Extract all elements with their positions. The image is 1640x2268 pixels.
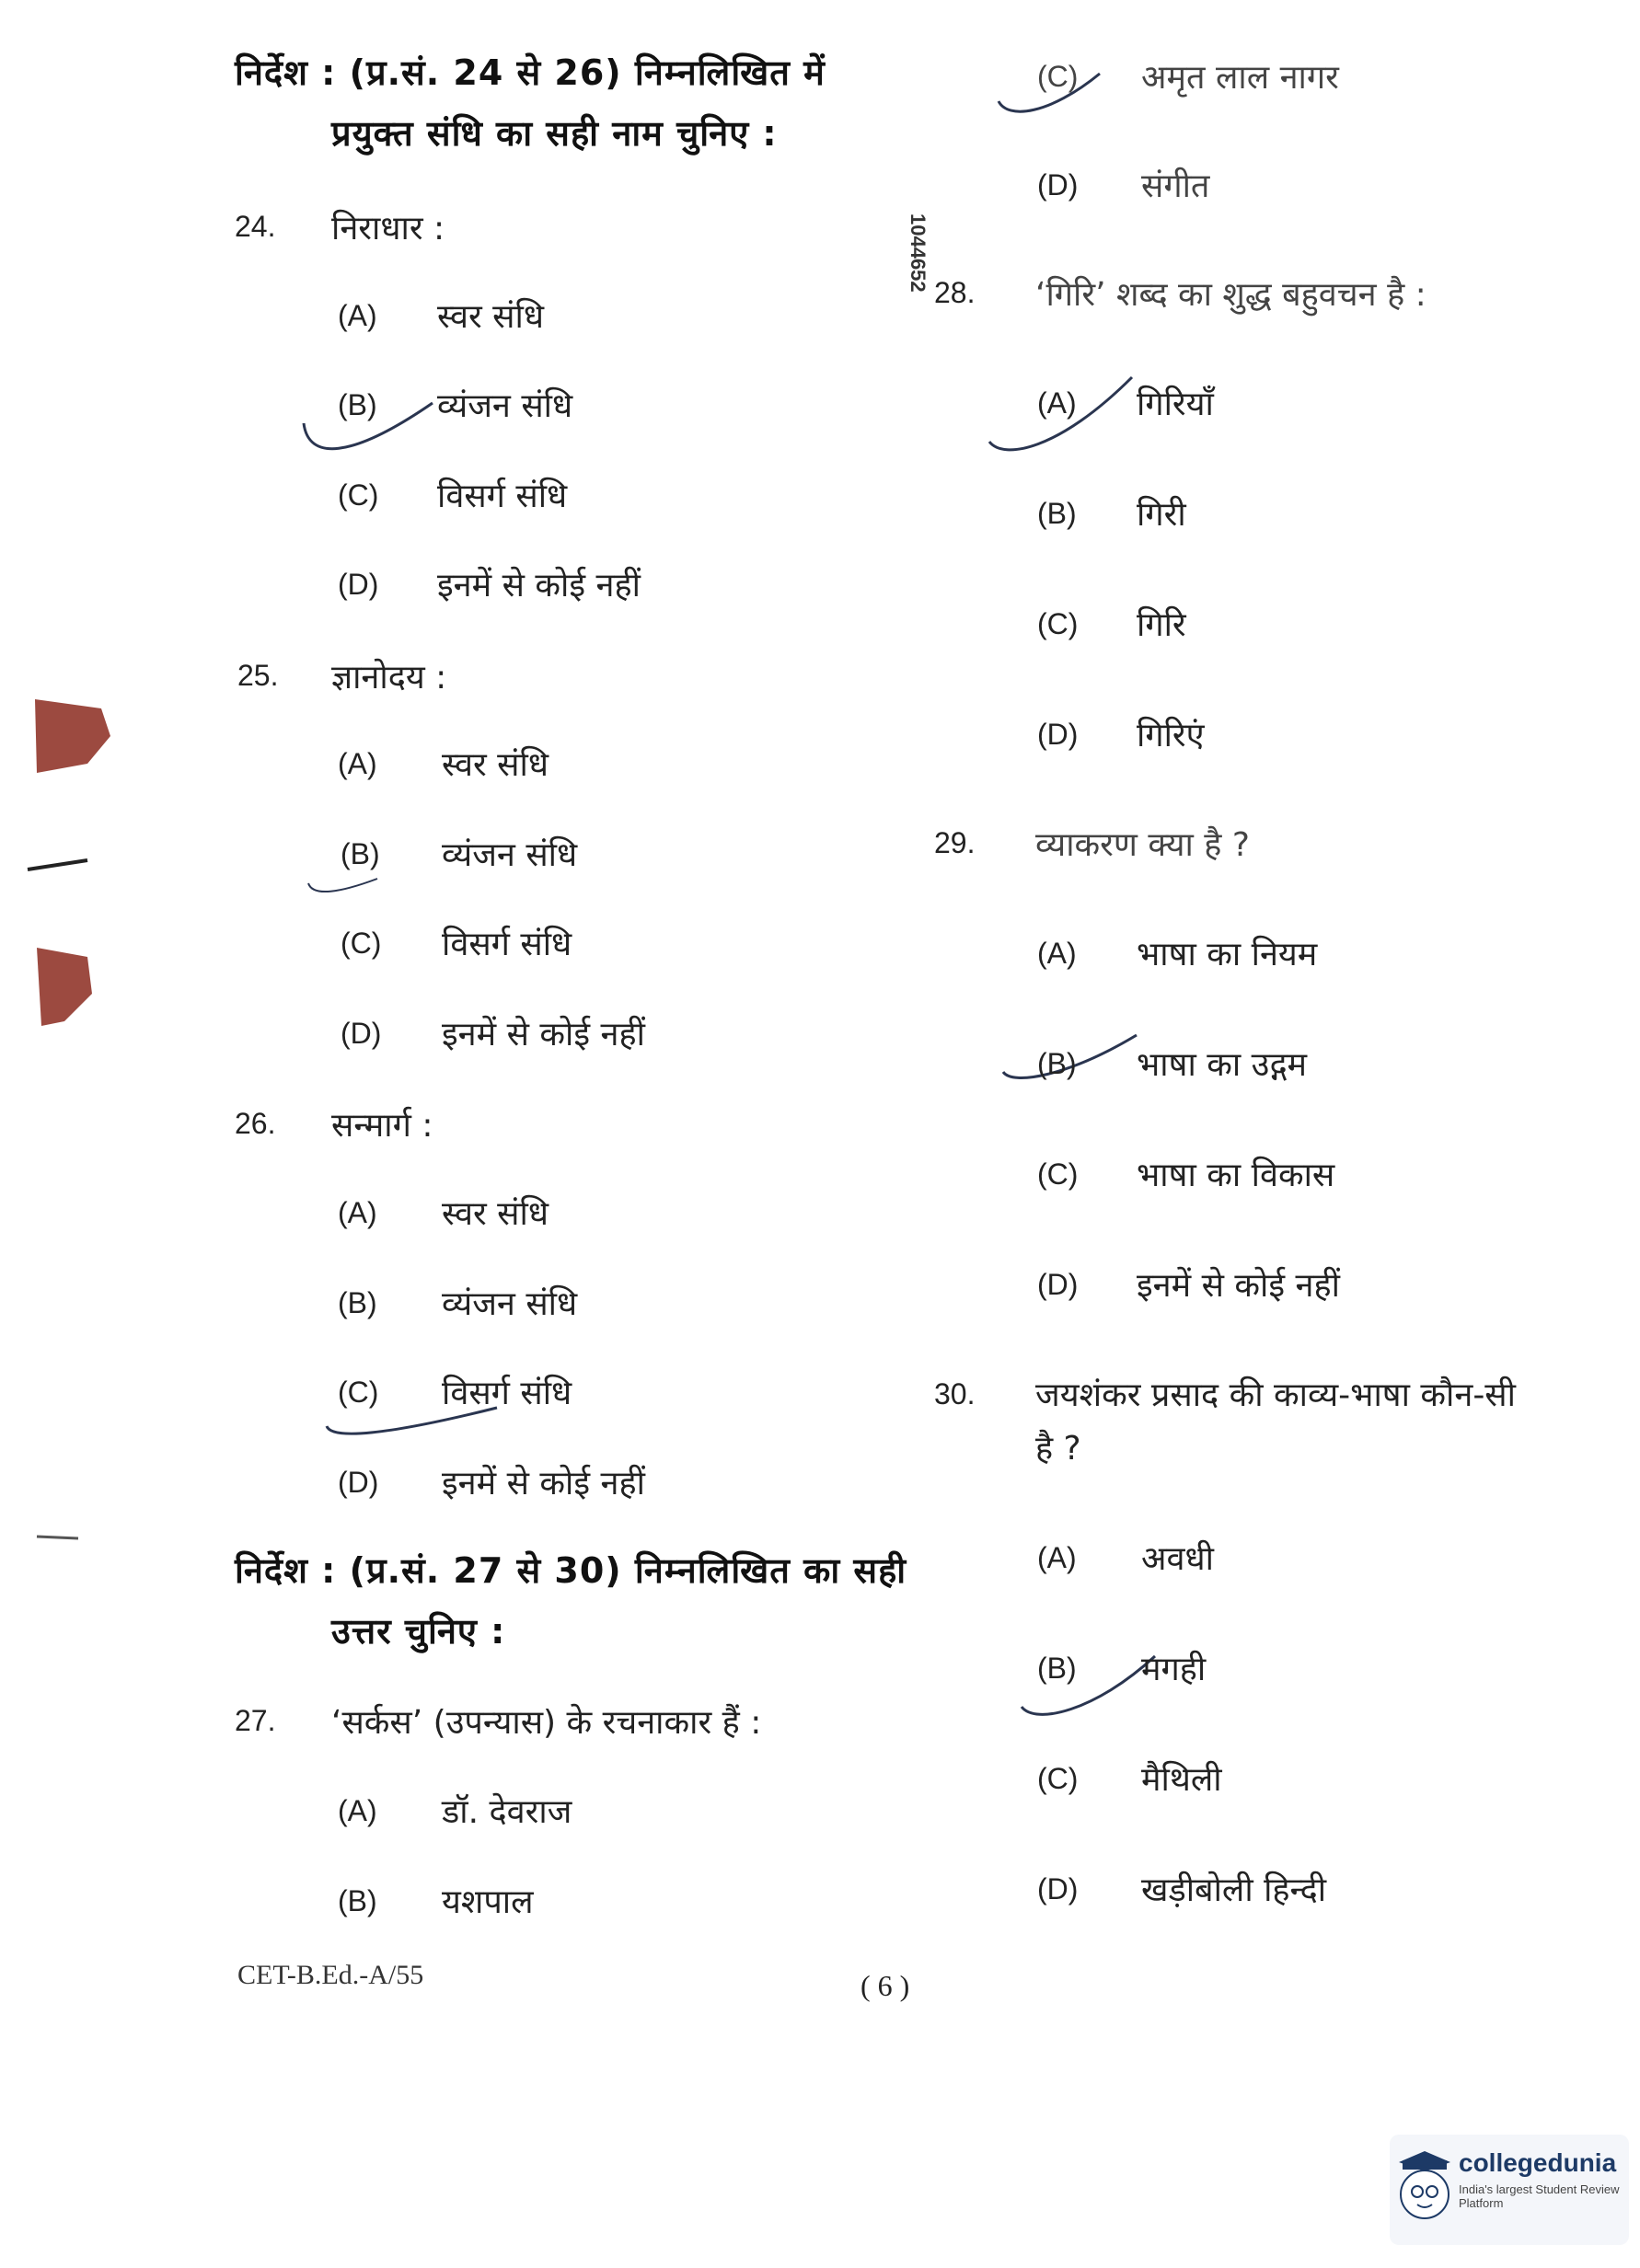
option-text: अवधी (1141, 1540, 1214, 1578)
instruction-2-line1: निर्देश : (प्र.सं. 27 से 30) निम्नलिखित का सही (235, 1550, 907, 1591)
question-text: सन्मार्ग : (331, 1107, 433, 1145)
option-label: (C) (338, 1376, 379, 1409)
option-label: (C) (1037, 607, 1079, 640)
option-label: (D) (1037, 1268, 1079, 1301)
watermark-name: collegedunia (1459, 2148, 1617, 2177)
option-text: व्यंजन संधि (442, 836, 578, 874)
option-label: (A) (1037, 937, 1077, 970)
option-text: विसर्ग संधि (442, 1375, 572, 1412)
question-number: 28. (934, 276, 976, 309)
option-text: इनमें से कोई नहीं (437, 567, 641, 604)
option-label: (C) (338, 478, 379, 512)
option-text: डॉ. देवराज (442, 1793, 572, 1831)
option-label: (D) (341, 1017, 382, 1050)
question-text: ‘गिरि’ शब्द का शुद्ध बहुवचन है : (1035, 276, 1426, 314)
option-text: यशपाल (442, 1883, 534, 1921)
question-number: 30. (934, 1377, 976, 1410)
option-text: स्वर संधि (437, 298, 544, 336)
question-text: जयशंकर प्रसाद की काव्य-भाषा कौन-सी (1035, 1376, 1516, 1414)
question-number: 24. (235, 210, 276, 243)
option-label: (A) (338, 747, 377, 780)
option-label: (B) (338, 1884, 377, 1917)
instruction-1-line2: प्रयुक्त संधि का सही नाम चुनिए : (331, 113, 778, 154)
option-label: (B) (338, 388, 377, 421)
option-label: (D) (1037, 718, 1079, 751)
option-text: गिरिएं (1137, 717, 1205, 754)
option-label: (A) (338, 1794, 377, 1827)
option-label: (C) (1037, 1762, 1079, 1795)
option-text: मगही (1141, 1651, 1207, 1688)
stain-mark (37, 948, 92, 1026)
option-label: (A) (1037, 386, 1077, 420)
serial-number: 1044652 (907, 213, 930, 293)
option-label: (B) (341, 837, 380, 870)
option-text: भाषा का उद्गम (1137, 1046, 1308, 1084)
option-label: (A) (1037, 1541, 1077, 1574)
option-text: विसर्ग संधि (442, 926, 572, 963)
question-text: निराधार : (331, 210, 445, 248)
option-label: (B) (338, 1286, 377, 1319)
question-text: व्याकरण क्या है ? (1035, 826, 1250, 864)
option-text: अमृत लाल नागर (1141, 59, 1339, 97)
option-text: विसर्ग संधि (437, 478, 568, 515)
option-text: गिरियाँ (1137, 386, 1214, 423)
option-text: इनमें से कोई नहीं (442, 1465, 645, 1502)
stain-mark (35, 699, 110, 773)
option-text: व्यंजन संधि (437, 387, 573, 425)
option-text: मैथिली (1141, 1761, 1222, 1799)
option-text: स्वर संधि (442, 1195, 549, 1233)
option-text: स्वर संधि (442, 746, 549, 784)
stain-mark (37, 1537, 78, 1538)
question-text-cont: है ? (1035, 1430, 1081, 1468)
option-label: (D) (338, 1466, 379, 1499)
option-text: खड़ीबोली हिन्दी (1141, 1871, 1327, 1909)
question-number: 25. (237, 659, 279, 692)
question-number: 26. (235, 1107, 276, 1140)
question-text: ‘सर्कस’ (उपन्यास) के रचनाकार हैं : (331, 1704, 762, 1742)
page-number: ( 6 ) (860, 1969, 910, 2002)
option-label: (C) (1037, 60, 1079, 93)
option-label: (D) (1037, 168, 1079, 201)
option-label: (D) (1037, 1872, 1079, 1905)
option-text: इनमें से कोई नहीं (442, 1016, 645, 1053)
question-number: 29. (934, 826, 976, 859)
paper-code: CET-B.Ed.-A/55 (237, 1960, 424, 1990)
option-text: गिरि (1137, 606, 1186, 644)
instruction-2-line2: उत्तर चुनिए : (331, 1611, 506, 1652)
option-label: (B) (1037, 1047, 1077, 1080)
option-label: (A) (338, 299, 377, 332)
option-text: गिरी (1137, 496, 1186, 534)
option-label: (B) (1037, 1652, 1077, 1685)
question-text: ज्ञानोदय : (331, 659, 447, 697)
option-label: (D) (338, 568, 379, 601)
option-label: (C) (1037, 1157, 1079, 1191)
option-text: भाषा का विकास (1137, 1157, 1335, 1194)
option-text: इनमें से कोई नहीं (1137, 1267, 1340, 1305)
pen-tick-mark (308, 879, 377, 892)
watermark-tagline: India's largest Student Review Platform (1459, 2182, 1620, 2210)
instruction-1-line1: निर्देश : (प्र.सं. 24 से 26) निम्नलिखित में (235, 52, 826, 93)
option-label: (B) (1037, 497, 1077, 530)
option-text: भाषा का नियम (1137, 936, 1318, 973)
option-text: संगीत (1141, 167, 1210, 205)
option-label: (A) (338, 1196, 377, 1229)
option-text: व्यंजन संधि (442, 1285, 578, 1323)
option-label: (C) (341, 927, 382, 960)
stain-mark (28, 860, 87, 869)
question-number: 27. (235, 1704, 276, 1737)
